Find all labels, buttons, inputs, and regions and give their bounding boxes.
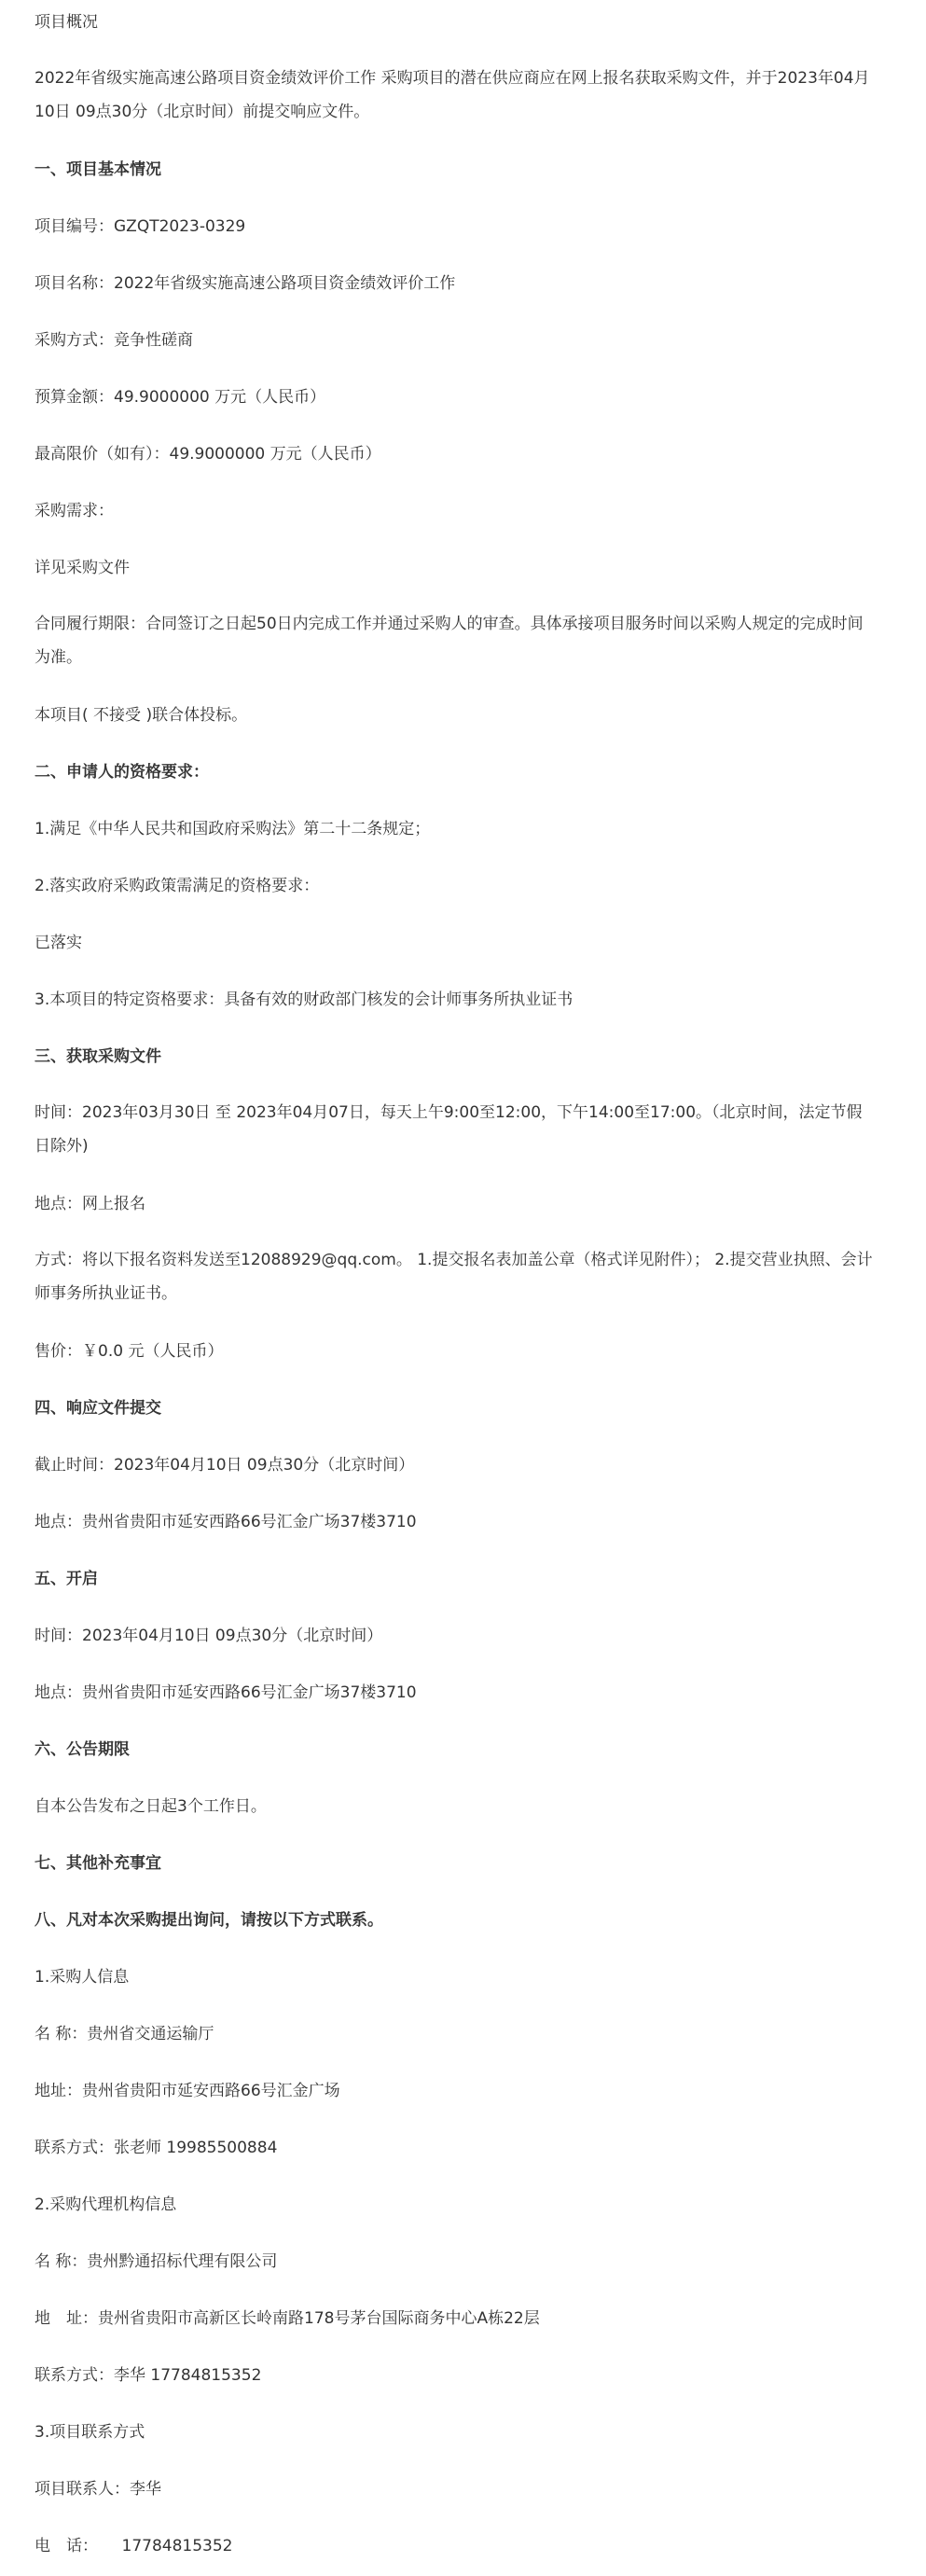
purchaser-info-title: 1.采购人信息 [35, 1968, 130, 1987]
overview-text: 2022年省级实施高速公路项目资金绩效评价工作 采购项目的潜在供应商应在网上报名获取采购文件，并于2023年04月10日 09点30分（北京时间）前提交响应文件。 [35, 69, 870, 121]
obtain-method: 方式：将以下报名资料发送至12088929@qq.com。 1.提交报名表加盖公章（格式详见附件）； 2.提交营业执照、会计师事务所执业证书。 [35, 1251, 873, 1303]
opening-time: 时间：2023年04月10日 09点30分（北京时间） [35, 1627, 383, 1645]
agency-contact: 联系方式：李华 17784815352 [35, 2366, 262, 2385]
consortium-note: 本项目( 不接受 )联合体投标。 [35, 706, 248, 725]
heading-contact: 八、凡对本次采购提出询问，请按以下方式联系。 [35, 1911, 383, 1930]
contract-period: 合同履行期限：合同签订之日起50日内完成工作并通过采购人的审查。具体承接项目服务时间以采购人规定的完成时间为准。 [35, 615, 864, 667]
heading-qualifications: 二、申请人的资格要求： [35, 763, 209, 782]
heading-project-basics: 一、项目基本情况 [35, 160, 161, 179]
obtain-time: 时间：2023年03月30日 至 2023年04月07日，每天上午9:00至12:00，下午14:00至17:00。（北京时间，法定节假日除外) [35, 1103, 863, 1156]
agency-info-title: 2.采购代理机构信息 [35, 2195, 177, 2214]
heading-opening: 五、开启 [35, 1570, 98, 1588]
qualification-2: 2.落实政府采购政策需满足的资格要求： [35, 877, 320, 895]
qualification-2-value: 已落实 [35, 934, 82, 952]
submission-location: 地点：贵州省贵阳市延安西路66号汇金广场37楼3710 [35, 1513, 417, 1531]
project-contact-phone: 电 话： 17784815352 [35, 2537, 233, 2555]
agency-address: 地 址：贵州省贵阳市高新区长岭南路178号茅台国际商务中心A栋22层 [35, 2309, 540, 2328]
procurement-requirements-label: 采购需求： [35, 502, 114, 520]
project-contact-title: 3.项目联系方式 [35, 2423, 145, 2442]
procurement-requirements-value: 详见采购文件 [35, 559, 130, 577]
project-contact-person: 项目联系人：李华 [35, 2480, 161, 2499]
heading-response-submission: 四、响应文件提交 [35, 1399, 161, 1418]
section-overview-title: 项目概况 [35, 13, 98, 32]
submission-deadline: 截止时间：2023年04月10日 09点30分（北京时间） [35, 1456, 415, 1475]
purchaser-contact: 联系方式：张老师 19985500884 [35, 2139, 278, 2157]
budget-amount: 预算金额：49.9000000 万元（人民币） [35, 388, 326, 407]
max-price: 最高限价（如有）：49.9000000 万元（人民币） [35, 445, 381, 464]
project-name: 项目名称：2022年省级实施高速公路项目资金绩效评价工作 [35, 274, 456, 293]
project-number: 项目编号：GZQT2023-0329 [35, 217, 246, 236]
agency-name: 名 称：贵州黔通招标代理有限公司 [35, 2252, 278, 2271]
obtain-location: 地点：网上报名 [35, 1195, 145, 1213]
notice-period-text: 自本公告发布之日起3个工作日。 [35, 1797, 267, 1816]
qualification-3: 3.本项目的特定资格要求：具备有效的财政部门核发的会计师事务所执业证书 [35, 990, 574, 1009]
purchaser-name: 名 称：贵州省交通运输厅 [35, 2025, 214, 2043]
purchaser-address: 地址：贵州省贵阳市延安西路66号汇金广场 [35, 2082, 340, 2100]
qualification-1: 1.满足《中华人民共和国政府采购法》第二十二条规定； [35, 820, 431, 838]
heading-notice-period: 六、公告期限 [35, 1740, 130, 1759]
procurement-method: 采购方式：竞争性磋商 [35, 331, 193, 350]
heading-obtain-documents: 三、获取采购文件 [35, 1047, 161, 1066]
heading-other-matters: 七、其他补充事宜 [35, 1854, 161, 1873]
document-price: 售价：￥0.0 元（人民币） [35, 1342, 224, 1361]
opening-location: 地点：贵州省贵阳市延安西路66号汇金广场37楼3710 [35, 1683, 417, 1702]
